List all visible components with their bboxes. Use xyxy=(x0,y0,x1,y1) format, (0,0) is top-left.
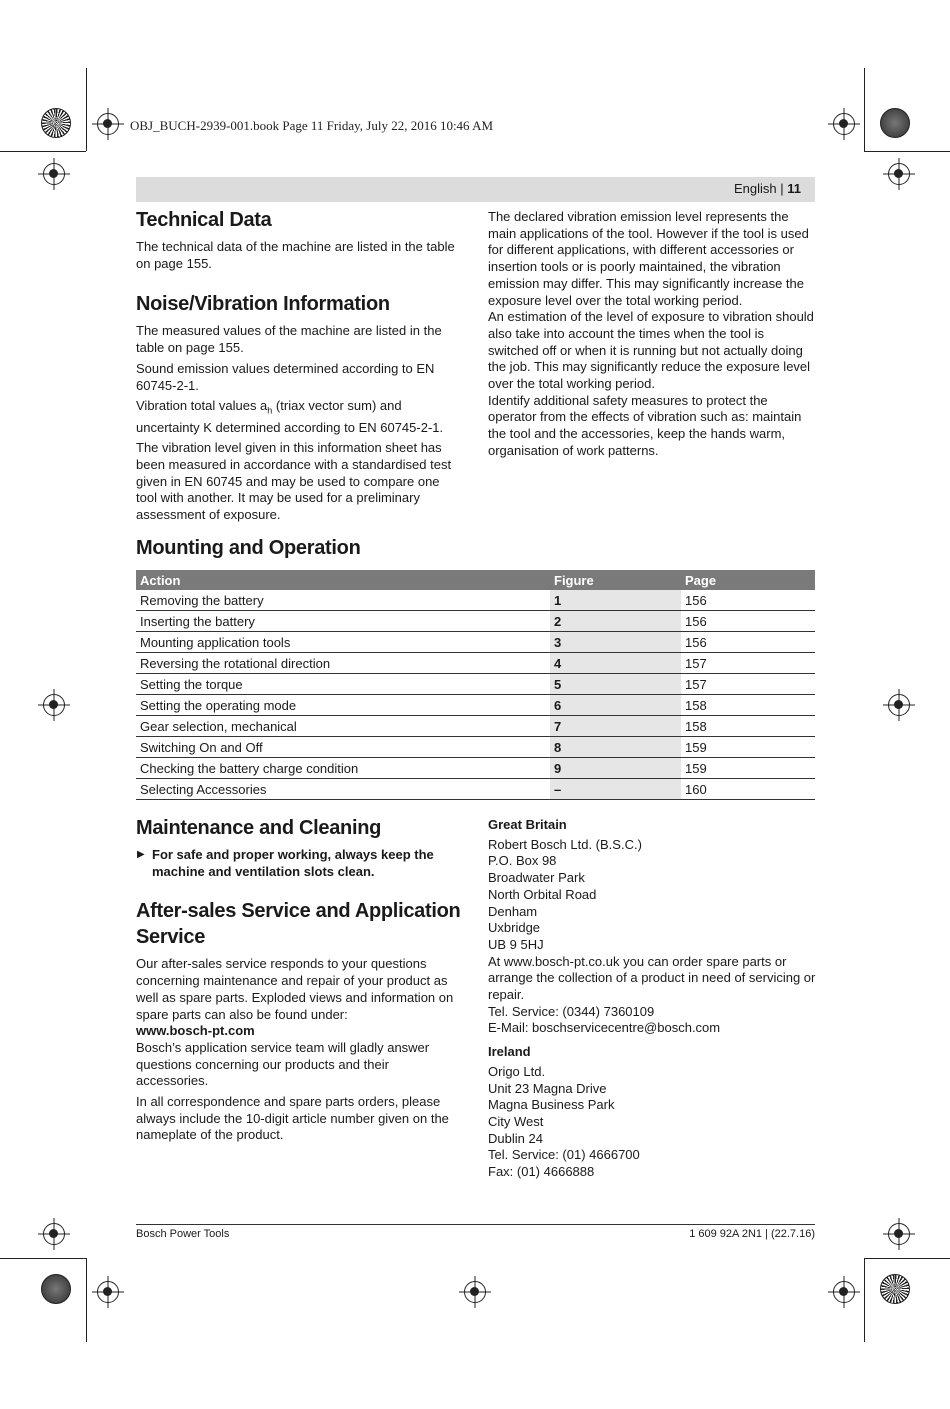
column-header: Page xyxy=(681,570,815,590)
address-line: At www.bosch-pt.co.uk you can order spare parts or arrange the collection of a product in need of servicing or repair. xyxy=(488,953,816,1003)
address-line: Tel. Service: (01) 4666700 xyxy=(488,1147,640,1163)
footer-divider xyxy=(136,1224,815,1225)
registration-mark-icon xyxy=(43,694,65,716)
address-line: Fax: (01) 4666888 xyxy=(488,1164,595,1180)
ireland-heading: Ireland xyxy=(488,1044,531,1060)
crop-mark xyxy=(864,1258,950,1259)
registration-mark-icon xyxy=(888,163,910,185)
right-column-bottom xyxy=(488,817,816,1181)
table-row: Checking the battery charge condition 9 159 xyxy=(136,758,815,779)
address-line: Robert Bosch Ltd. (B.S.C.) xyxy=(488,836,642,852)
table-row: Reversing the rotational direction 4 157 xyxy=(136,653,815,674)
address-line: P.O. Box 98 xyxy=(488,853,557,869)
address-line: Denham xyxy=(488,903,538,919)
noise-paragraph: The measured values of the machine are listed in the table on page 155. xyxy=(136,323,442,356)
crop-mark xyxy=(0,151,86,152)
aftersales-paragraph: Our after-sales service responds to your questions concerning maintenance and repair of your product as well as spare parts. Exploded views and information on spare parts can also be found under: xyxy=(136,956,454,1022)
table-row: Mounting application tools 3 156 xyxy=(136,632,815,653)
address-line: Tel. Service: (0344) 7360109 xyxy=(488,1003,655,1019)
registration-mark-icon xyxy=(43,163,65,185)
registration-mark-icon xyxy=(43,1223,65,1245)
registration-mark-icon xyxy=(833,113,855,135)
noise-paragraph: Sound emission values determined according to EN 60745-2-1. xyxy=(136,360,435,393)
address-line: Origo Ltd. xyxy=(488,1063,546,1079)
table-row: Inserting the battery 2 156 xyxy=(136,611,815,632)
crop-mark xyxy=(864,68,865,151)
footer-document-number: 1 609 92A 2N1 | (22.7.16) xyxy=(689,1228,815,1240)
noise-paragraph: Vibration total values $a_h$ (triax vector sum) and uncertainty K determined according to EN 60745-2-1. xyxy=(136,398,444,435)
color-registration-icon xyxy=(880,1274,910,1304)
column-header: Figure xyxy=(550,570,681,590)
table-row: Gear selection, mechanical 7 158 xyxy=(136,716,815,737)
bullet-arrow-icon: ▶ xyxy=(137,849,145,860)
color-registration-icon xyxy=(41,108,71,138)
vibration-paragraph: Identify additional safety measures to protect the operator from the effects of vibration such as: maintain the tool and the accessories, keep the hands warm, organisation of work patterns. xyxy=(488,392,802,458)
bosch-url-link[interactable]: www.bosch-pt.com xyxy=(136,1023,255,1039)
registration-mark-icon xyxy=(833,1281,855,1303)
table-row: Setting the operating mode 6 158 xyxy=(136,695,815,716)
address-line: E-Mail: boschservicecentre@bosch.com xyxy=(488,1020,721,1036)
mounting-heading: Mounting and Operation xyxy=(136,537,361,559)
registration-mark-icon xyxy=(97,113,119,135)
vibration-paragraph: The declared vibration emission level represents the main applications of the tool. However if the tool is used for different applications, with different accessories or insertion tools or is poorly maintained, the vibration emission may differ. This may significantly increase the exposure level over the total working period. xyxy=(488,209,809,308)
great-britain-heading: Great Britain xyxy=(488,817,567,832)
table-row: Selecting Accessories – 160 xyxy=(136,779,815,800)
registration-mark-icon xyxy=(97,1281,119,1303)
address-line: Dublin 24 xyxy=(488,1130,543,1146)
technical-data-heading: Technical Data xyxy=(136,209,272,231)
aftersales-paragraph: Bosch’s application service team will gladly answer questions concerning our products and their accessories. xyxy=(136,1039,430,1089)
page-number: 11 xyxy=(787,181,801,196)
maintenance-heading: Maintenance and Cleaning xyxy=(136,817,382,839)
footer-brand: Bosch Power Tools xyxy=(136,1228,230,1240)
address-line: Magna Business Park xyxy=(488,1097,615,1113)
column-header: Action xyxy=(136,570,550,590)
technical-data-text: The technical data of the machine are listed in the table on page 155. xyxy=(136,239,455,271)
gray-registration-icon xyxy=(41,1274,71,1304)
header-language: English | 11 xyxy=(734,181,801,196)
address-line: UB 9 5HJ xyxy=(488,936,544,952)
table-row: Removing the battery 1 156 xyxy=(136,590,815,611)
crop-mark xyxy=(86,1258,87,1342)
file-info-line: OBJ_BUCH-2939-001.book Page 11 Friday, July 22, 2016 10:46 AM xyxy=(130,118,494,133)
mounting-table xyxy=(136,570,815,800)
maintenance-bullet: ▶ For safe and proper working, always keep the machine and ventilation slots clean. xyxy=(137,847,434,879)
address-line: City West xyxy=(488,1113,544,1129)
right-column-top xyxy=(488,209,816,460)
crop-mark xyxy=(864,151,950,152)
address-line: North Orbital Road xyxy=(488,886,597,902)
table-row: Setting the torque 5 157 xyxy=(136,674,815,695)
table-header-row xyxy=(136,570,815,590)
aftersales-paragraph: In all correspondence and spare parts orders, please always include the 10-digit article number given on the nameplate of the product. xyxy=(136,1094,449,1143)
address-line: Unit 23 Magna Drive xyxy=(488,1080,607,1096)
address-line: Uxbridge xyxy=(488,920,541,936)
registration-mark-icon xyxy=(888,694,910,716)
crop-mark xyxy=(86,68,87,151)
address-line: Broadwater Park xyxy=(488,870,585,886)
registration-mark-icon xyxy=(464,1281,486,1303)
crop-mark xyxy=(0,1258,86,1259)
crop-mark xyxy=(864,1258,865,1342)
registration-mark-icon xyxy=(888,1223,910,1245)
noise-heading: Noise/Vibration Information xyxy=(136,293,390,316)
page-header xyxy=(136,177,815,202)
left-column-bottom xyxy=(136,815,464,1144)
vibration-paragraph: An estimation of the level of exposure to vibration should also take into account the times when the tool is switched off or when it is running but not actually doing the job. This may significantly reduce the exposure level over the total working period. xyxy=(488,309,814,392)
left-column-top xyxy=(136,207,464,524)
table-row: Switching On and Off 8 159 xyxy=(136,737,815,758)
gray-registration-icon xyxy=(880,108,910,138)
noise-paragraph: The vibration level given in this information sheet has been measured in accordance with a standardised test given in EN 60745 and may be used to compare one tool with another. It may be used for a preliminary assessment of exposure. xyxy=(136,440,452,523)
aftersales-heading: After-sales Service and Application Service xyxy=(136,900,461,949)
